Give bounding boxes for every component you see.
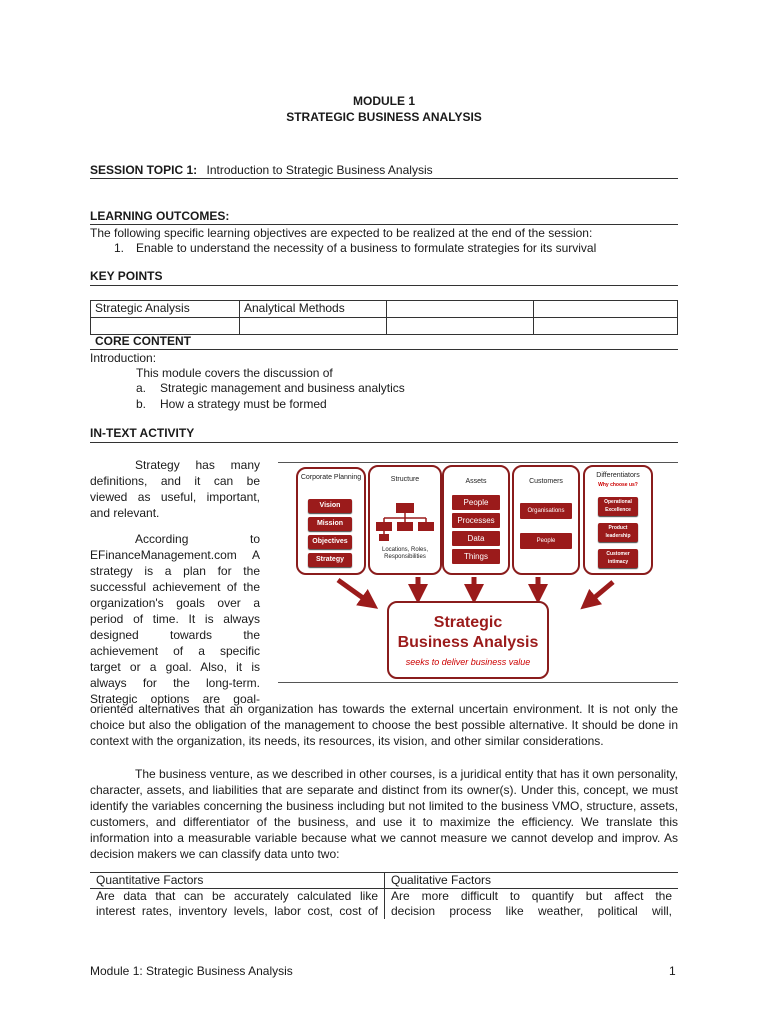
learning-intro: The following specific learning objectives are expected to be realized at the end of the session: [90,226,593,240]
divider [90,285,678,286]
key-points-table [90,300,678,335]
text-line: period of time. It is always [90,612,260,626]
divider [90,178,678,179]
page-title: STRATEGIC BUSINESS ANALYSIS [286,110,482,124]
text-line: strategy is a plan for the [90,564,260,578]
session-topic [90,162,433,178]
core-item: Strategic management and business analytics [160,381,405,395]
center-subtitle: seeks to deliver business value [405,657,531,667]
core-heading: CORE CONTENT [95,334,191,348]
text-line: achievement of a specific [90,644,260,658]
text-line: organization's goals over a [90,596,260,610]
session-label: SESSION TOPIC 1: [90,163,198,177]
core-item: How a strategy must be formed [160,397,327,411]
customer-intimacy-box: Customer intimacy [598,549,638,568]
learning-item-number: 1. [114,241,125,255]
key-point-cell [91,318,240,335]
divider [90,349,678,350]
arrow-differentiators [588,582,613,603]
key-point-cell [534,301,678,318]
qualitative-header: Qualitative Factors [385,873,679,889]
text-line: definitions, and it can be [90,474,260,488]
strategy-figure [278,457,678,685]
learning-item: Enable to understand the necessity of a business to formulate strategies for its survival [136,241,597,255]
arrow-corporate [338,580,370,603]
text-line: EFinanceManagement.com A [90,548,260,562]
organisations-box: Organisations [520,503,572,519]
people-box: People [452,495,500,510]
operational-excellence-box: Operational Excellence [598,497,638,516]
divider [90,442,678,443]
card-subtitle: Why choose us? [598,482,638,488]
core-lead: This module covers the discussion of [136,366,333,380]
core-item-marker: a. [136,381,147,395]
key-points-heading: KEY POINTS [90,269,163,283]
card-title: Assets [465,478,487,485]
activity-paragraph-2: The business venture, as we described in other courses, is a juridical entity that has it own personality, character, assets, and liabilities that are separate and distinct from its owner(s). Under this, concept, we must identify the variables concerning the business including but not limited to the business VMO, structure, assets, customers, and differentiator of the business, and use it to maximize the efficiency. We translate this information into a measurable variable because what we cannot measure we cannot develop and improv. As decision makers we can classify data unto two: [90,767,678,861]
data-box: Data [452,531,500,546]
center-title-line-2: Business Analysis [397,634,539,651]
structure-caption: Locations, Roles, Responsibilities [381,547,429,560]
mission-box: Mission [308,517,352,531]
qualitative-text: Are more difficult to quantify but affect the [391,889,672,903]
factors-table [90,872,678,919]
session-topic-text: Introduction to Strategic Business Analysis [206,163,433,177]
strategy-box: Strategy [308,553,352,567]
qualitative-text: decision process like weather, political will, [391,904,672,918]
footer-text: Module 1: Strategic Business Analysis [90,964,293,978]
text-line: always for the long-term. [90,676,260,690]
text-line: target or a goal. Also, it is [90,660,260,674]
activity-continuation: oriented alternatives that an organization has towards the external uncertain environment. It is not only the choice but also the obligation of the management to choose the best possible alternative. It should be done in context with the organization, its needs, its resources, its vision, and other similar considerations. [90,702,678,748]
learning-heading: LEARNING OUTCOMES: [90,209,230,223]
strategic-business-analysis-box [387,601,549,679]
core-item-marker: b. [136,397,147,411]
objectives-box: Objectives [308,535,352,549]
quantitative-text: interest rates, inventory levels, labor cost, cost of [90,904,385,919]
key-point-cell [534,318,678,335]
quantitative-text: Are data that can be accurately calculated like [90,889,385,905]
card-title: Differentiators [596,472,640,479]
text-line: Strategy has many [135,458,260,472]
core-intro: Introduction: [90,351,157,365]
text-line: viewed as useful, important, [90,490,260,504]
center-title-line-1: Strategic [433,614,503,631]
activity-wrapped-text [90,457,260,707]
product-leadership-box: Product leadership [598,523,638,542]
page-number: 1 [669,964,676,978]
card-title: Structure [390,476,420,483]
text-line: designed towards the [90,628,260,642]
processes-box: Processes [452,513,500,528]
activity-heading: IN-TEXT ACTIVITY [90,426,195,440]
card-title: Corporate Planning [300,474,362,481]
key-point-cell: Analytical Methods [240,301,387,318]
text-line: Strategic options are goal- [90,692,260,706]
key-point-cell [387,301,534,318]
vision-box: Vision [308,499,352,513]
text-line: successful achievement of the [90,580,260,594]
things-box: Things [452,549,500,564]
key-point-cell [387,318,534,335]
key-point-cell: Strategic Analysis [91,301,240,318]
quantitative-header: Quantitative Factors [90,873,385,889]
text-line: According to [135,532,260,546]
text-line: and relevant. [90,506,160,520]
key-point-cell [240,318,387,335]
card-title: Customers [529,478,563,485]
customer-people-box: People [520,533,572,549]
module-label: MODULE 1 [352,94,415,108]
